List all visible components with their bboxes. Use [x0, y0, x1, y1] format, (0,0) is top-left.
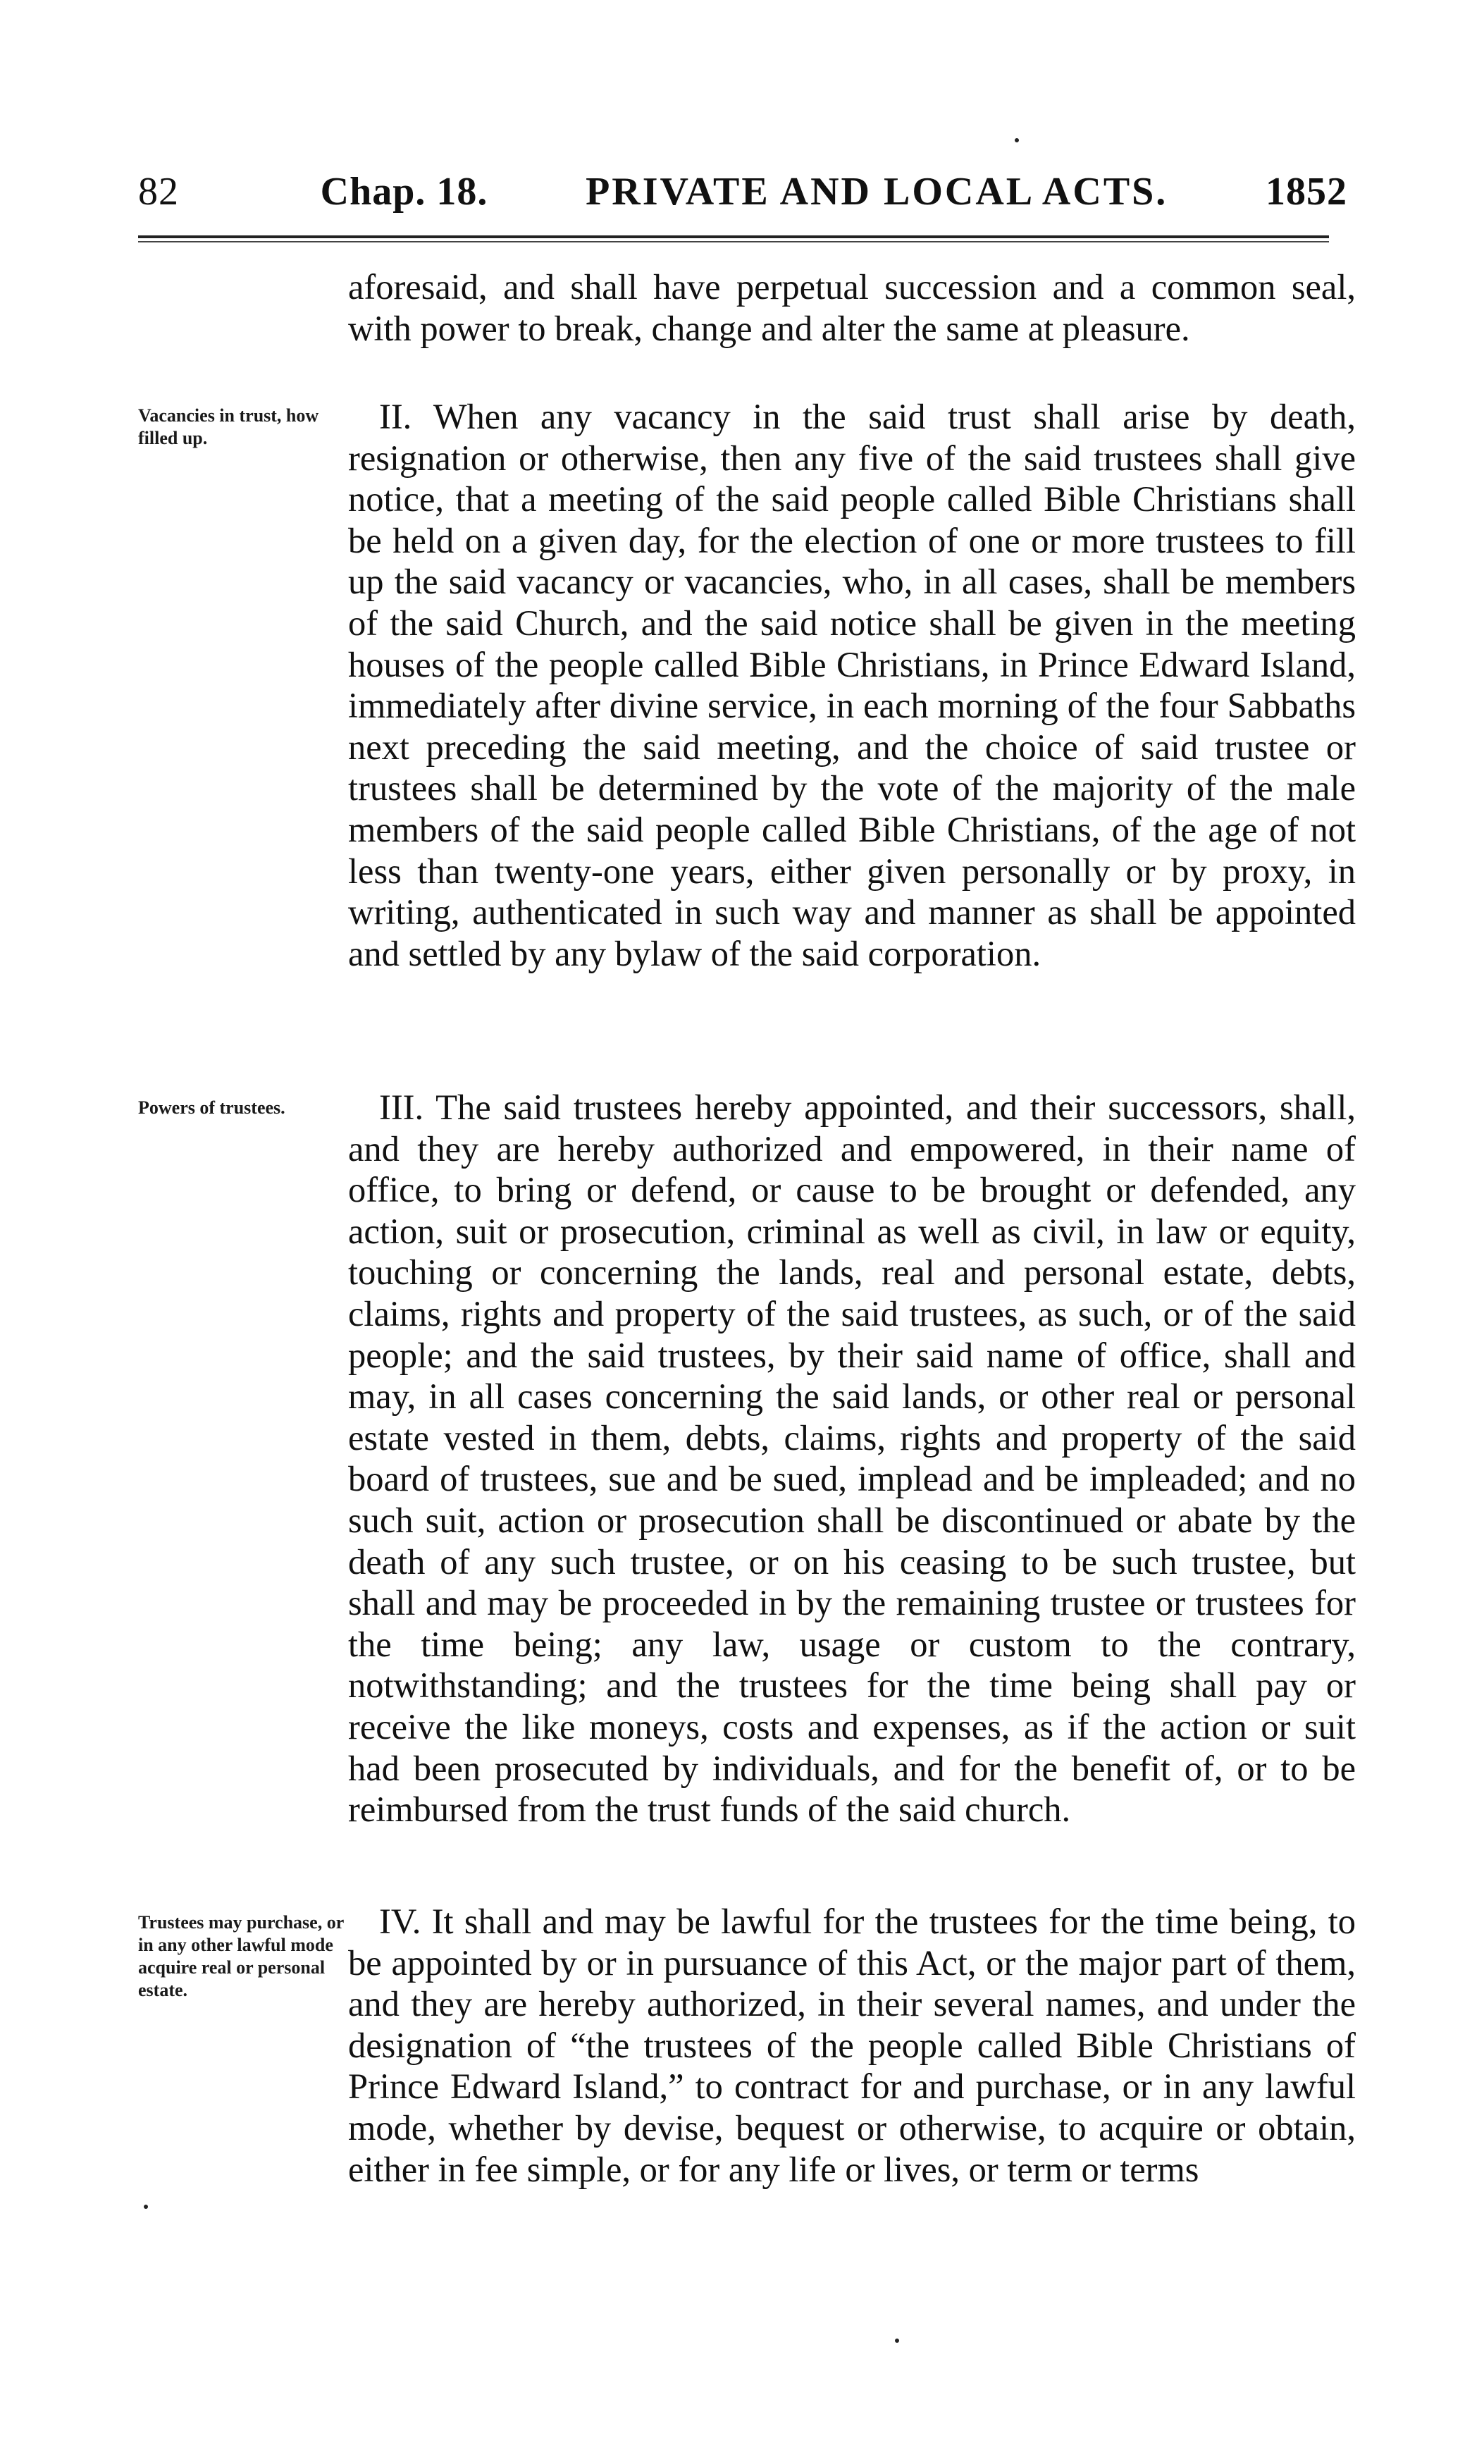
paragraph-text: The said trustees hereby appointed, and their successors, shall, and they are hereby authorized and empowered, in their name of office, to bring or defend, or cause to be brought or defended, any action, suit or prosecution, criminal as well as civil, in law or equity, touching or concerning the lands, real and personal estate, debts, claims, rights and property of the said trustees, as such, or of the said people; and the said trustees, by their said name of office, shall and may, in all cases concerning the said lands, or other real or personal estate vested in them, debts, claims, rights and property of the said board of trustees, sue and be sued, implead and be impleaded; and no such suit, action or prosecution shall be discontinued or abate by the death of any such trustee, or on his ceasing to be such trustee, but shall and may be proceeded in by the remaining trustee or trustees for the time being; any law, usage or custom to the contrary, notwithstanding; and the trustees for the time being shall pay or receive the like moneys, costs and expenses, as if the action or suit had been prosecuted by individuals, and for the benefit of, or to be reimbursed from the trust funds of the said church.: [348, 1088, 1356, 1830]
header-rule: [138, 235, 1329, 238]
section-number: IV.: [379, 1902, 421, 1941]
header-title: PRIVATE AND LOCAL ACTS.: [586, 170, 1168, 214]
margin-note-powers: Powers of trustees.: [138, 1097, 285, 1118]
paragraph-text: aforesaid, and shall have perpetual succession and a common seal, with power to break, change and alter the same at pleasure.: [348, 267, 1356, 348]
margin-note-vacancies: Vacancies in trust, how filled up.: [138, 405, 319, 448]
section-number: III.: [379, 1088, 424, 1127]
chapter-label: Chap. 18.: [320, 170, 488, 214]
paragraph-text: It shall and may be lawful for the trustees for the time being, to be appointed by or in pursuance of this Act, or the major part of them, and they are hereby authorized, in their several names, and under the designation of “the trustees of the people called Bible Christians of Prince Edward Island,” to contract for and purchase, or in any lawful mode, whether by devise, bequest or otherwise, to acquire or obtain, either in fee simple, or for any life or lives, or term or terms: [348, 1902, 1356, 2189]
section-4-paragraph: [348, 1901, 1356, 2190]
running-header: [138, 164, 1347, 214]
scan-speck: [895, 2339, 899, 2343]
section-3-paragraph: [348, 1087, 1356, 1830]
paragraph-text: When any vacancy in the said trust shall arise by death, resignation or otherwise, then any five of the said trustees shall give notice, that a meeting of the said people called Bible Christians shall be held on a given day, for the election of one or more trustees to fill up the said vacancy or vacancies, who, in all cases, shall be members of the said Church, and the said notice shall be given in the meeting houses of the people called Bible Christians, in Prince Edward Island, immediately after divine service, in each morning of the four Sabbaths next preceding the said meeting, and the choice of said trustee or trustees shall be determined by the vote of the majority of the male members of the said people called Bible Christians, of the age of not less than twenty-one years, either given personally or by proxy, in writing, authenticated in such way and manner as shall be appointed and settled by any bylaw of the said corporation.: [348, 397, 1356, 973]
paragraph-continuation: [348, 266, 1356, 349]
header-rule-secondary: [138, 241, 1329, 242]
header-year: 1852: [1265, 170, 1347, 214]
scan-speck: [144, 2205, 148, 2209]
margin-note-purchase: Trustees may purchase, or in any other lawful mode acquire real or personal estate.: [138, 1912, 344, 2000]
page-number: 82: [138, 170, 179, 214]
scan-speck: [1015, 138, 1019, 142]
section-number: II.: [379, 397, 412, 436]
section-2-paragraph: [348, 396, 1356, 974]
